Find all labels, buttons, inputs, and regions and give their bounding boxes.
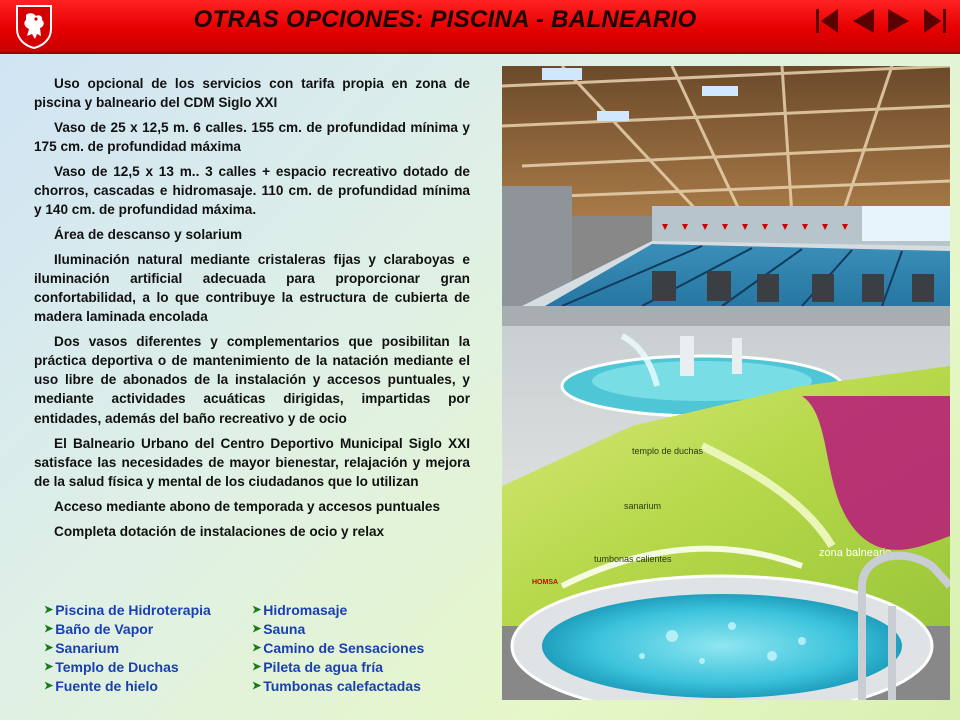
prev-icon xyxy=(848,6,878,36)
paragraph: El Balneario Urbano del Centro Deportivo Municipal Siglo XXI satisface las necesidades de mayor bienestar, relajación y mejora de la salud física y mental de los ciudadanos que lo utilizan xyxy=(34,435,470,489)
arrow-bullet-icon: ➤ xyxy=(252,642,262,654)
mural-sign: sanarium xyxy=(624,501,662,511)
arrow-bullet-icon: ➤ xyxy=(252,604,262,616)
mural-sign: tumbonas calientes xyxy=(594,554,672,564)
first-slide-button[interactable] xyxy=(812,6,842,36)
page-title: OTRAS OPCIONES: PISCINA - BALNEARIO xyxy=(193,6,697,33)
next-icon xyxy=(884,6,914,36)
pool-spa-photo xyxy=(502,66,950,700)
arrow-bullet-icon: ➤ xyxy=(44,623,54,635)
paragraph: Área de descanso y solarium xyxy=(54,227,243,243)
feature-item: ➤ Camino de Sensaciones xyxy=(252,640,425,656)
feature-item: ➤ Piscina de Hidroterapia xyxy=(44,602,211,618)
paragraph: Uso opcional de los servicios con tarifa propia en zona de piscina y balneario del CDM Siglo XXI xyxy=(34,76,470,111)
arrow-bullet-icon: ➤ xyxy=(252,623,262,635)
paragraph: Iluminación natural mediante cristaleras fijas y claraboyas e iluminación artificial adecuada para proporcionar gran confortabilidad, a lo que contribuye la estructura de cubierta de madera laminada encolada xyxy=(34,252,470,325)
mural-sign: zona balneario xyxy=(819,547,892,559)
paragraph: Vaso de 25 x 12,5 m. 6 calles. 155 cm. de profundidad mínima y 175 cm. de profundidad máxima xyxy=(34,120,470,155)
arrow-bullet-icon: ➤ xyxy=(44,680,54,692)
mural-sign: templo de duchas xyxy=(632,446,704,456)
feature-item: ➤ Hidromasaje xyxy=(252,602,348,618)
last-slide-button[interactable] xyxy=(920,6,950,36)
paragraph: Dos vasos diferentes y complementarios que posibilitan la práctica deportiva o de mantenimiento de la natación mediante el uso libre de abonados de la instalación y accesos puntuales, y mediante actividades acuáticas dirigidas, impartidas por entidades, además del baño recreativo y de ocio xyxy=(34,334,470,426)
next-slide-button[interactable] xyxy=(884,6,914,36)
feature-item: ➤ Templo de Duchas xyxy=(44,659,179,675)
arrow-bullet-icon: ➤ xyxy=(44,642,54,654)
skip-first-icon xyxy=(812,6,842,36)
description-text xyxy=(34,74,470,547)
slide-navigation xyxy=(812,6,950,36)
paragraph: Acceso mediante abono de temporada y accesos puntuales xyxy=(54,498,441,514)
feature-item: ➤ Tumbonas calefactadas xyxy=(252,678,421,694)
brand-mark: HOMSA xyxy=(532,579,559,586)
previous-slide-button[interactable] xyxy=(848,6,878,36)
feature-item: ➤ Sanarium xyxy=(44,640,120,656)
header-bar xyxy=(0,0,960,54)
arrow-bullet-icon: ➤ xyxy=(44,661,54,673)
pool-spa-illustration xyxy=(502,66,950,700)
arrow-bullet-icon: ➤ xyxy=(44,604,54,616)
paragraph: Vaso de 12,5 x 13 m.. 3 calles + espacio recreativo dotado de chorros, cascadas e hidromasaje. 110 cm. de profundidad mínima y 140 cm. de profundidad máxima. xyxy=(34,164,470,218)
paragraph: Completa dotación de instalaciones de ocio y relax xyxy=(54,523,385,539)
feature-item: ➤ Pileta de agua fría xyxy=(252,659,384,675)
skip-last-icon xyxy=(920,6,950,36)
feature-item: ➤ Fuente de hielo xyxy=(44,678,158,694)
feature-item: ➤ Baño de Vapor xyxy=(44,621,154,637)
arrow-bullet-icon: ➤ xyxy=(252,661,262,673)
features-list xyxy=(44,601,484,696)
arrow-bullet-icon: ➤ xyxy=(252,680,262,692)
feature-item: ➤ Sauna xyxy=(252,621,306,637)
